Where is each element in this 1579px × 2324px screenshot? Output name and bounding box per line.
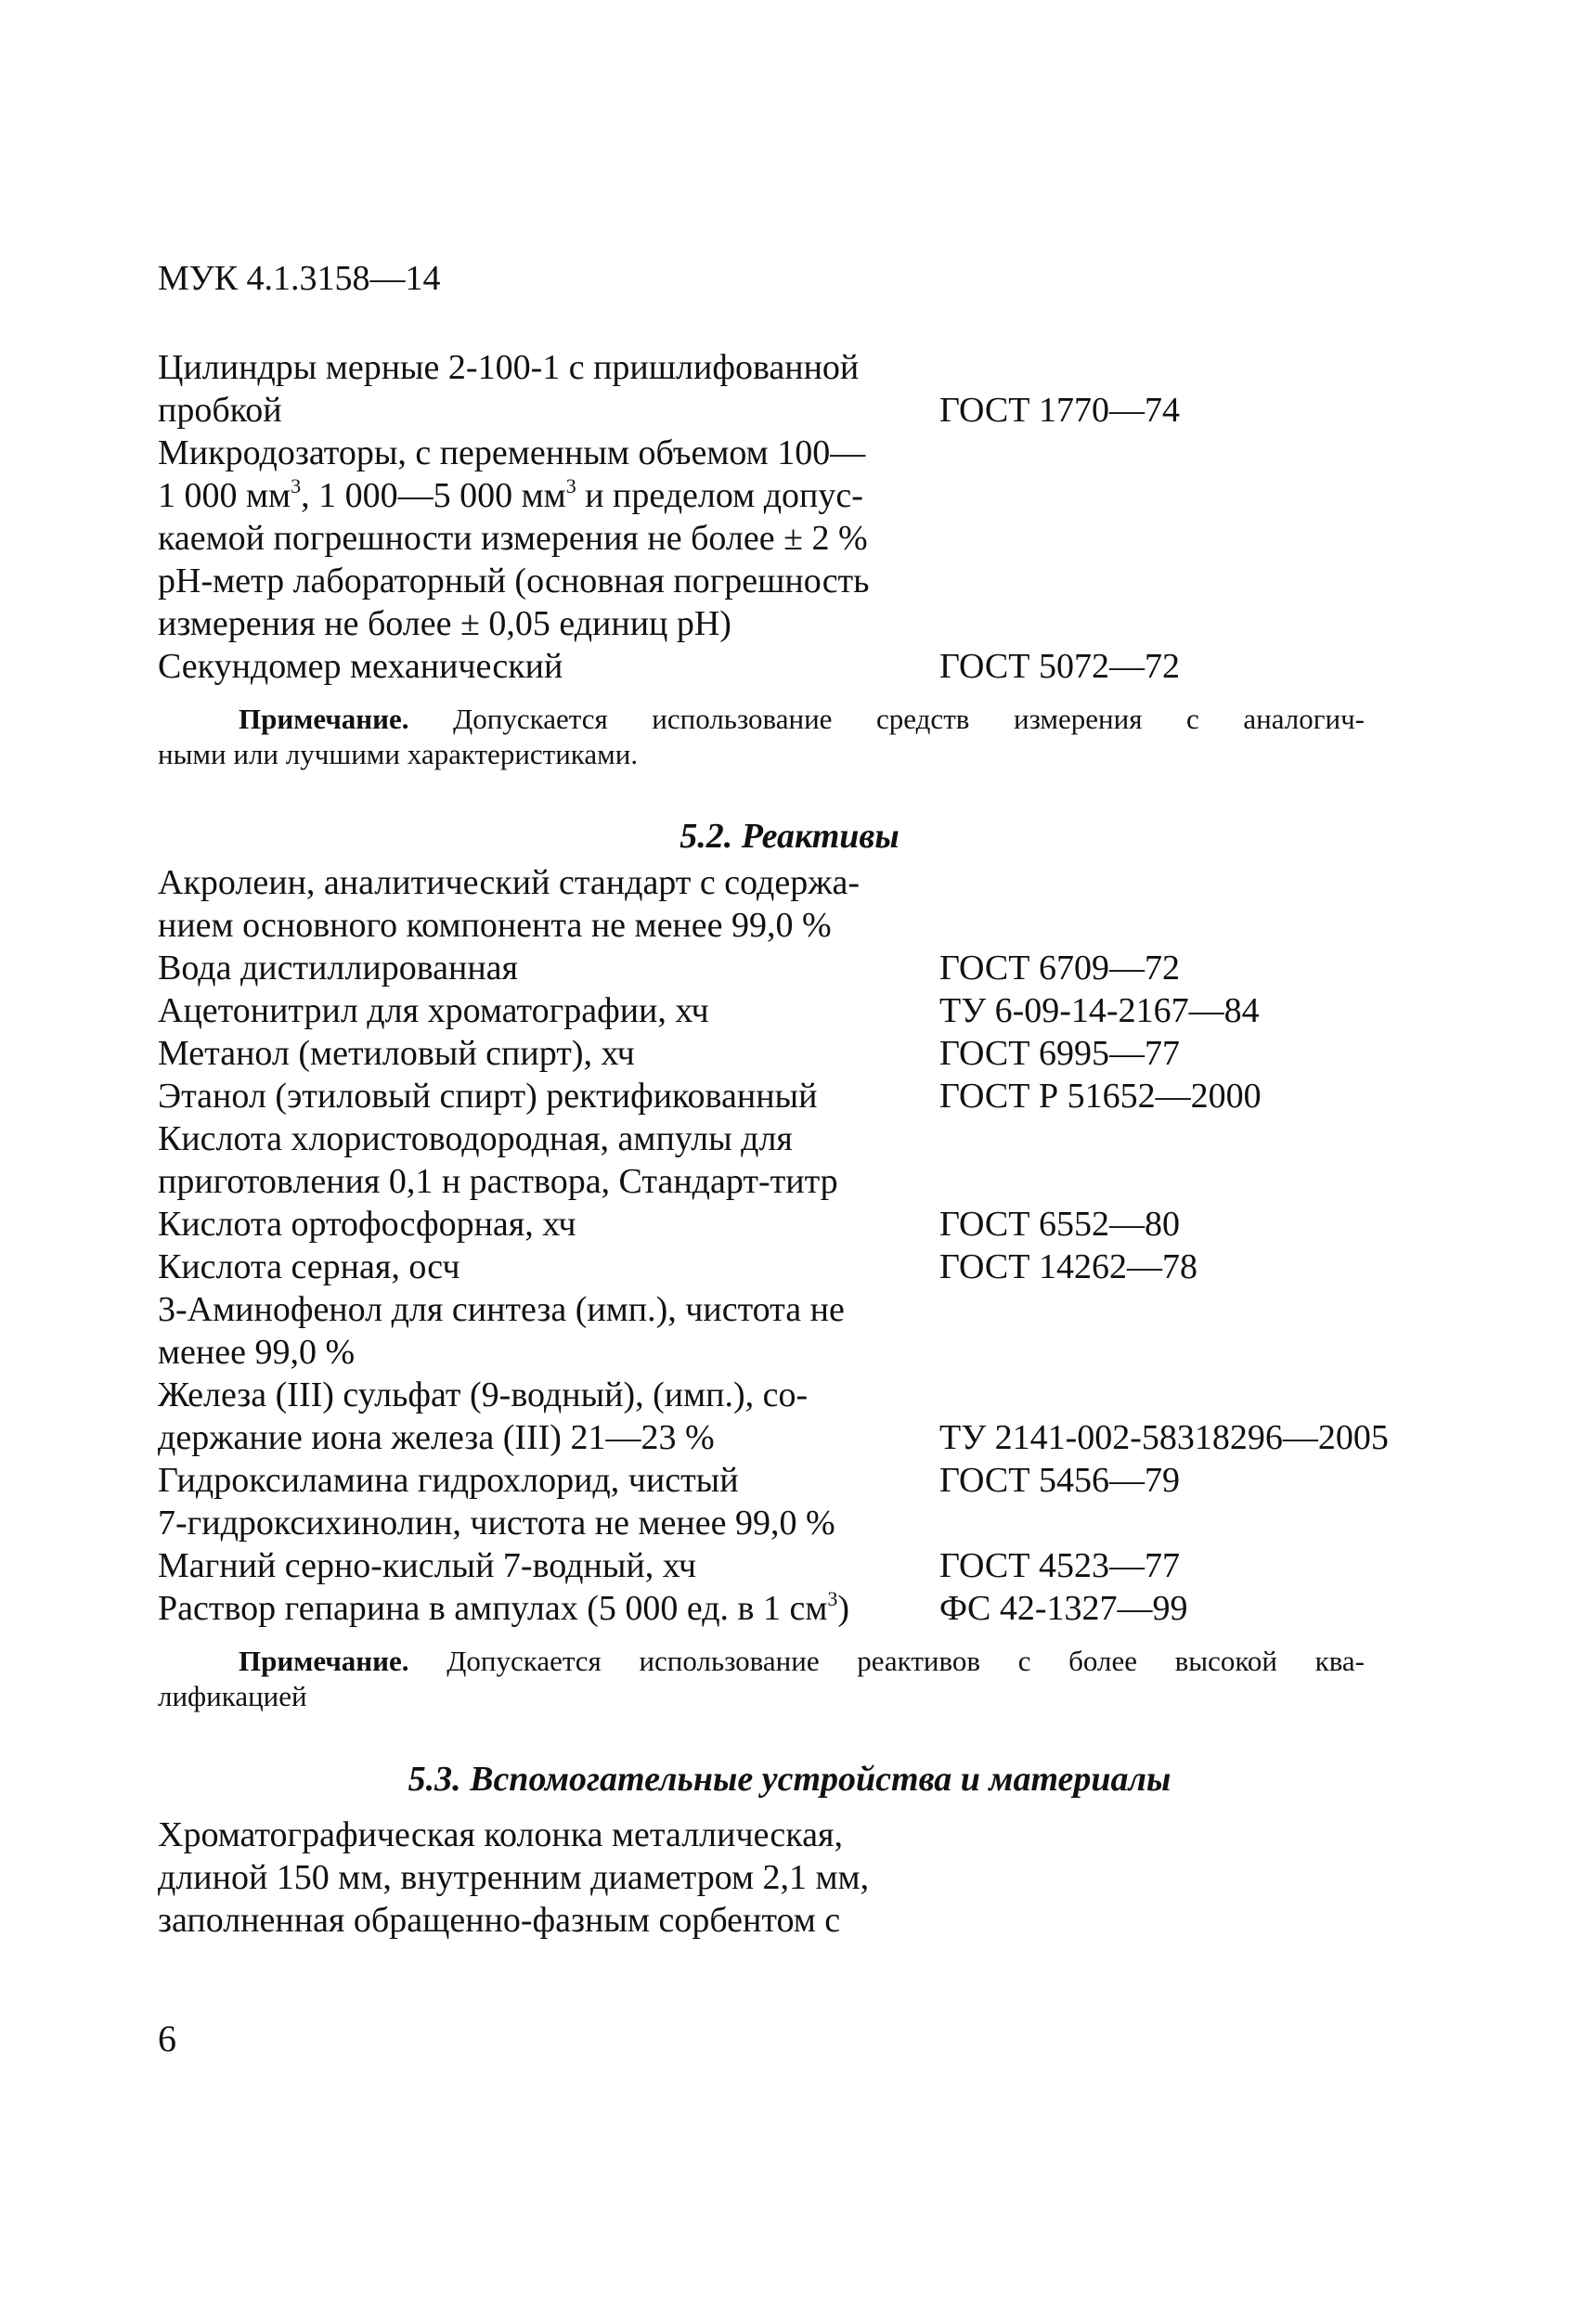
item-standard: ГОСТ 1770—74 bbox=[939, 391, 1180, 430]
item-line: Кислота серная, осч bbox=[158, 1247, 460, 1286]
item-line: нием основного компонента не менее 99,0 % bbox=[158, 906, 832, 945]
item-standard: ТУ 6-09-14-2167—84 bbox=[939, 991, 1260, 1030]
note-instruments bbox=[158, 702, 1365, 772]
item-line: заполненная обращенно-фазным сорбентом с bbox=[158, 1901, 841, 1940]
item-line: Акролеин, аналитический стандарт с содержа- bbox=[158, 863, 861, 902]
item-line: держание иона железа (III) 21—23 % bbox=[158, 1418, 715, 1457]
item-standard: ГОСТ 5072—72 bbox=[939, 647, 1180, 686]
note-label: Примечание. bbox=[239, 1645, 409, 1677]
item-line: Железа (III) сульфат (9-водный), (имп.), со- bbox=[158, 1375, 809, 1414]
item-line-sup: 1 000 $мм^3$, 1 000—5 000 $мм^3$ и пределом допус- bbox=[158, 474, 863, 515]
item-line: рН-метр лабораторный (основная погрешность bbox=[158, 562, 870, 600]
item-line: приготовления 0,1 н раствора, Стандарт-титр bbox=[158, 1162, 838, 1201]
section-title-reagents: 5.2. Реактивы bbox=[679, 817, 900, 856]
item-line: Магний серно-кислый 7-водный, хч bbox=[158, 1546, 696, 1585]
item-standard: ГОСТ 6995—77 bbox=[939, 1034, 1180, 1073]
item-line: пробкой bbox=[158, 391, 282, 430]
item-line: длиной 150 мм, внутренним диаметром 2,1 мм, bbox=[158, 1858, 870, 1897]
item-line: Хроматографическая колонка металлическая, bbox=[158, 1815, 843, 1854]
item-line: Гидроксиламина гидрохлорид, чистый bbox=[158, 1461, 739, 1500]
item-standard: ГОСТ 4523—77 bbox=[939, 1546, 1180, 1585]
item-line: Метанол (метиловый спирт), хч bbox=[158, 1034, 635, 1073]
item-standard: ГОСТ 5456—79 bbox=[939, 1461, 1180, 1500]
item-line: Микродозаторы, с переменным объемом 100— bbox=[158, 433, 866, 472]
item-line: Цилиндры мерные 2-100-1 с пришлифованной bbox=[158, 348, 860, 387]
note-text: Допускается использование средств измерения с аналогич- bbox=[453, 703, 1365, 735]
note-text-continued: лификацией bbox=[158, 1680, 307, 1712]
item-standard: ГОСТ 14262—78 bbox=[939, 1247, 1197, 1286]
note-text-continued: ными или лучшими характеристиками. bbox=[158, 738, 639, 770]
note-reagents bbox=[158, 1644, 1365, 1714]
item-standard: ГОСТ Р 51652—2000 bbox=[939, 1077, 1262, 1116]
item-standard: ГОСТ 6552—80 bbox=[939, 1205, 1180, 1244]
item-standard: ГОСТ 6709—72 bbox=[939, 949, 1180, 988]
item-line: измерения не более ± 0,05 единиц рН) bbox=[158, 604, 731, 643]
item-line: Вода дистиллированная bbox=[158, 949, 519, 988]
item-line: каемой погрешности измерения не более ± 2 % bbox=[158, 519, 868, 558]
page-number: 6 bbox=[158, 2018, 176, 2059]
section-title-auxiliary: 5.3. Вспомогательные устройства и материалы bbox=[408, 1760, 1171, 1799]
item-line: Кислота ортофосфорная, хч bbox=[158, 1205, 576, 1244]
item-line: Ацетонитрил для хроматографии, хч bbox=[158, 991, 709, 1030]
document-header: МУК 4.1.3158—14 bbox=[158, 259, 441, 298]
note-label: Примечание. bbox=[239, 703, 409, 735]
item-standard: ФС 42-1327—99 bbox=[939, 1589, 1188, 1628]
item-line: Этанол (этиловый спирт) ректификованный bbox=[158, 1077, 818, 1116]
item-standard: ТУ 2141-002-58318296—2005 bbox=[939, 1418, 1389, 1457]
item-line: менее 99,0 % bbox=[158, 1333, 356, 1372]
note-text: Допускается использование реактивов с более высокой ква- bbox=[447, 1645, 1365, 1677]
item-line: 7-гидроксихинолин, чистота не менее 99,0 % bbox=[158, 1504, 835, 1543]
item-line: 3-Аминофенол для синтеза (имп.), чистота не bbox=[158, 1290, 845, 1329]
item-line: Секундомер механический bbox=[158, 647, 563, 686]
item-line-sup: Раствор гепарина в ампулах (5 000 ед. в 1 $см^3$) bbox=[158, 1587, 850, 1628]
item-line: Кислота хлористоводородная, ампулы для bbox=[158, 1119, 793, 1158]
